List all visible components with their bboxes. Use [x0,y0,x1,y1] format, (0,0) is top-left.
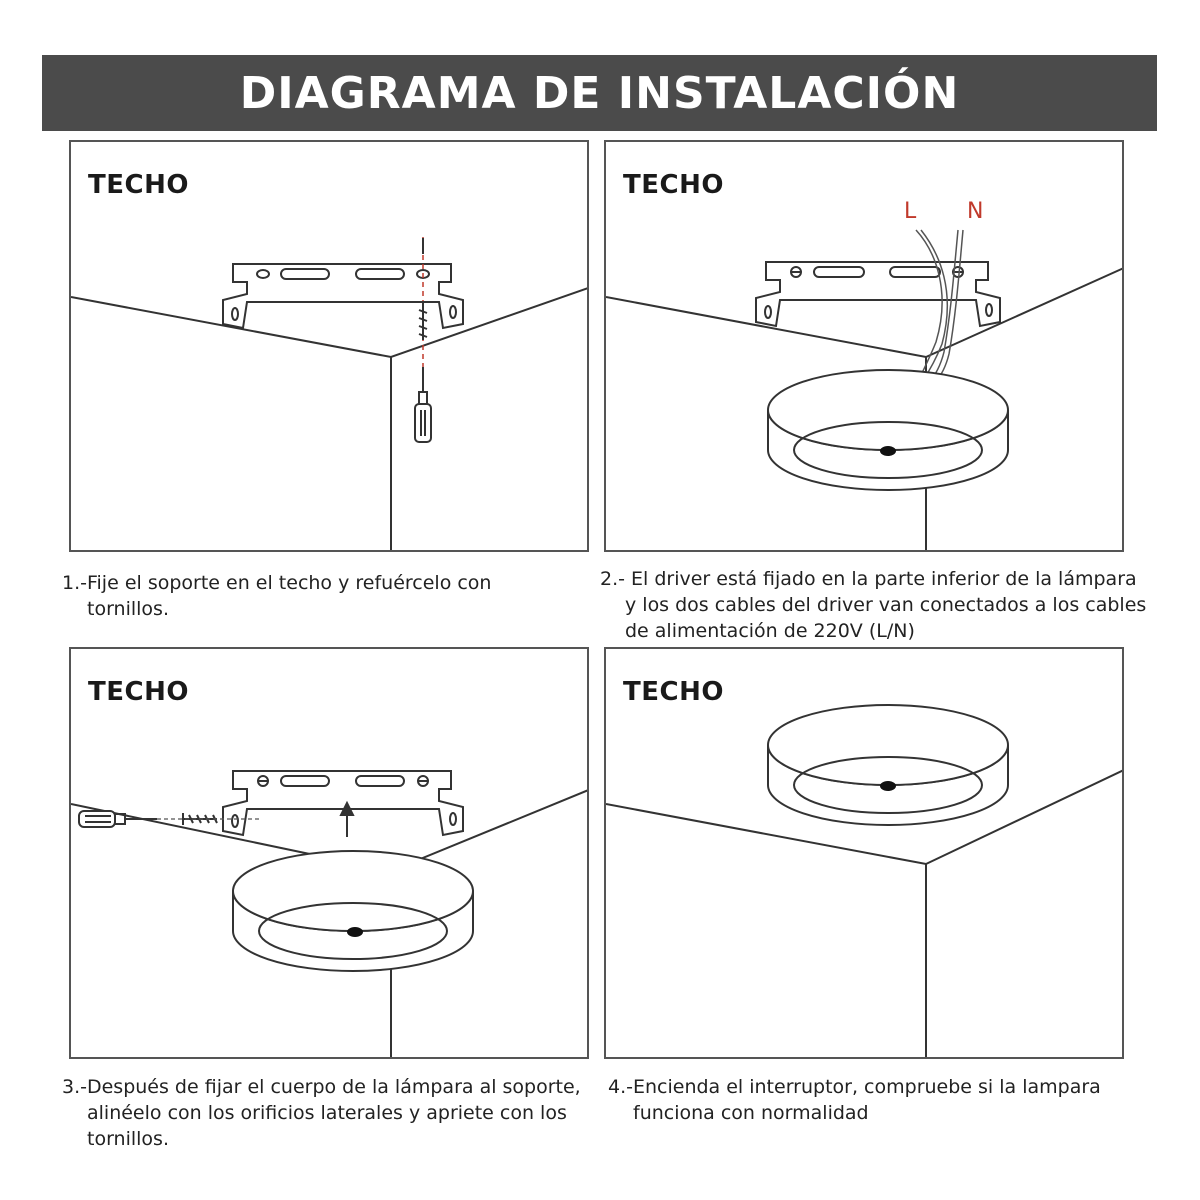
step-1-illustration [71,142,589,552]
caption-step-2 [600,566,1146,644]
caption-line: y los dos cables del driver van conectados a los cables [625,594,1147,616]
caption-line: funciona con normalidad [633,1102,869,1124]
caption-line: 2.- El driver está fijado en la parte inferior de la lámpara [600,568,1137,590]
caption-step-4 [608,1074,1101,1126]
caption-line: 3.-Después de fijar el cuerpo de la lámpara al soporte, [62,1076,581,1098]
panel-label: TECHO [88,677,189,707]
caption-line: alinéelo con los orificios laterales y apriete con los [87,1102,567,1124]
panel-label: TECHO [88,170,189,200]
panel-step-3 [69,647,589,1059]
step-4-illustration [606,649,1124,1059]
panel-label: TECHO [623,677,724,707]
caption-line: tornillos. [87,598,169,620]
caption-line: 1.-Fije el soporte en el techo y refuércelo con [62,572,492,594]
panel-step-4 [604,647,1124,1059]
diagram-title: DIAGRAMA DE INSTALACIÓN [239,67,960,119]
caption-line: de alimentación de 220V (L/N) [625,620,915,642]
wire-label-n: N [967,199,984,224]
panel-step-1 [69,140,589,552]
title-banner [42,55,1157,131]
caption-step-3 [62,1074,581,1152]
panel-label: TECHO [623,170,724,200]
wire-label-l: L [904,199,917,224]
caption-line: tornillos. [87,1128,169,1150]
caption-line: 4.-Encienda el interruptor, compruebe si la lampara [608,1076,1101,1098]
step-3-illustration [71,649,589,1059]
panel-step-2 [604,140,1124,552]
step-2-illustration [606,142,1124,552]
caption-step-1 [62,570,491,622]
